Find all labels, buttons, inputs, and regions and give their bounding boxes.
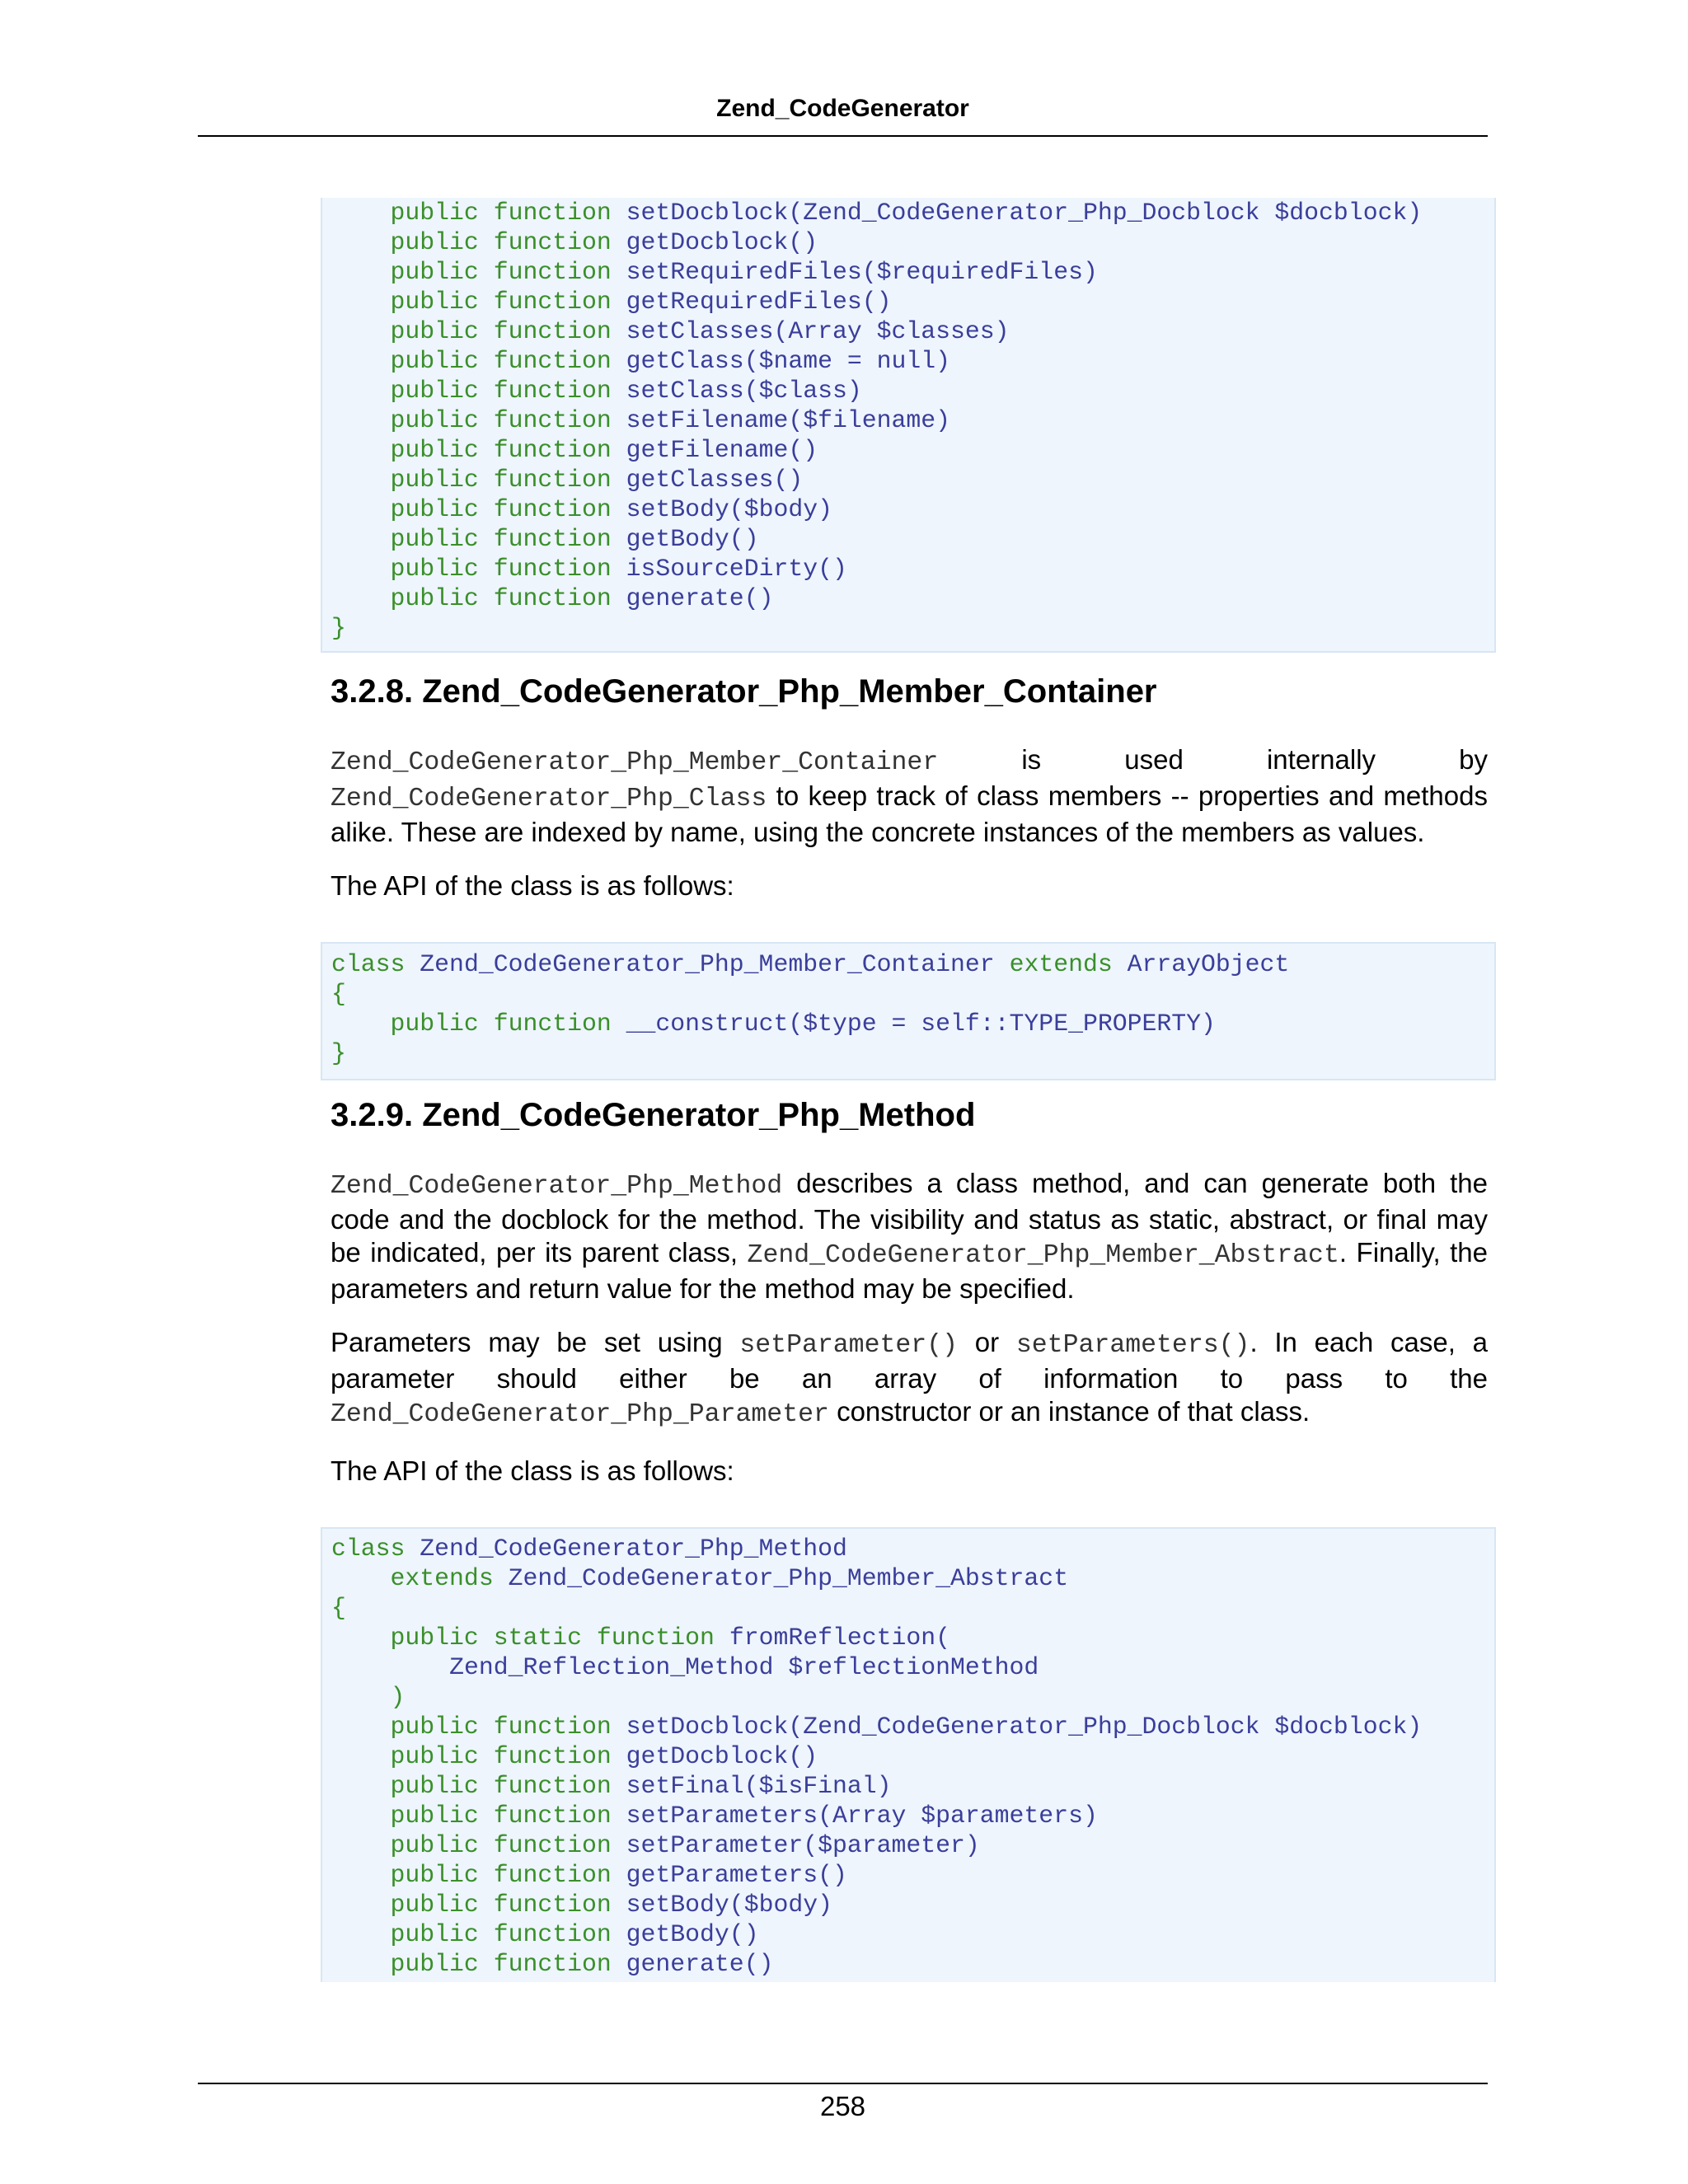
code-line (331, 949, 1494, 979)
inline-code: Zend_CodeGenerator_Php_Member_Container (331, 748, 939, 777)
code-identifier: Zend_CodeGenerator_Php_Method (420, 1535, 847, 1563)
code-identifier: ArrayObject (1127, 950, 1290, 978)
paragraph-text: constructor or an instance of that class. (828, 1396, 1311, 1427)
code-keyword: public function (390, 288, 612, 316)
code-line (331, 979, 1494, 1009)
code-keyword: public function (390, 525, 612, 553)
code-identifier: setDocblock(Zend_CodeGenerator_Php_Docblock $docblock) (626, 1713, 1423, 1741)
code-line (331, 435, 1494, 465)
code-keyword: extends (1009, 950, 1113, 978)
code-line (331, 613, 1494, 643)
code-identifier: Zend_Reflection_Method $reflectionMethod (449, 1653, 1039, 1681)
code-block-file-api-continued (321, 198, 1496, 653)
code-line (331, 1771, 1494, 1801)
code-line (331, 316, 1494, 346)
footer-rule (198, 2083, 1488, 2084)
header-rule (198, 135, 1488, 137)
code-line (331, 1038, 1494, 1068)
php-method-description (331, 1167, 1488, 1305)
paragraph-text: or (958, 1327, 1016, 1357)
code-keyword: { (331, 1594, 346, 1622)
code-keyword: public function (390, 406, 612, 434)
code-line (331, 583, 1494, 613)
code-keyword: } (331, 1039, 346, 1067)
code-line (331, 405, 1494, 435)
code-identifier: generate() (626, 1950, 774, 1978)
code-identifier: getBody() (626, 525, 759, 553)
code-line (331, 1682, 1494, 1712)
php-method-api-intro: The API of the class is as follows: (331, 1455, 734, 1486)
code-line (331, 227, 1494, 257)
code-keyword: public function (390, 347, 612, 375)
member-container-description (331, 743, 1488, 849)
code-identifier: fromReflection( (729, 1624, 951, 1652)
code-identifier: setParameter($parameter) (626, 1831, 980, 1859)
code-keyword: public function (390, 1831, 612, 1859)
inline-code: Zend_CodeGenerator_Php_Method (331, 1172, 783, 1201)
code-block-php-method-api (321, 1527, 1496, 1982)
paragraph-text: to keep track of class members -- properties and methods alike. These are indexed by name, using the concrete instances of the members as values. (331, 780, 1488, 847)
code-line (331, 1652, 1494, 1682)
code-identifier: getRequiredFiles() (626, 288, 892, 316)
code-keyword: public function (390, 495, 612, 523)
section-heading-php-method: 3.2.9. Zend_CodeGenerator_Php_Method (331, 1097, 976, 1133)
code-keyword: public function (390, 1802, 612, 1830)
code-block-member-container-api (321, 942, 1496, 1080)
code-keyword: public function (390, 317, 612, 345)
member-container-api-intro: The API of the class is as follows: (331, 870, 734, 901)
inline-code: Zend_CodeGenerator_Php_Parameter (331, 1400, 829, 1429)
inline-code: Zend_CodeGenerator_Php_Class (331, 785, 767, 813)
code-keyword: public function (390, 555, 612, 583)
inline-code: setParameters() (1015, 1331, 1250, 1360)
code-line (331, 1890, 1494, 1919)
code-identifier: setBody($body) (626, 495, 832, 523)
code-keyword: public function (390, 1010, 612, 1038)
code-identifier: setBody($body) (626, 1891, 832, 1919)
code-identifier: getDocblock() (626, 228, 818, 256)
code-line (331, 1534, 1494, 1563)
code-line (331, 1830, 1494, 1860)
code-line (331, 494, 1494, 524)
paragraph-text: . Finally, the parameters and return value for the method may be specified. (331, 1237, 1488, 1304)
code-identifier: generate() (626, 584, 774, 612)
code-keyword: { (331, 980, 346, 1008)
code-keyword: public function (390, 436, 612, 464)
code-keyword: public function (390, 377, 612, 405)
code-keyword: public function (390, 1742, 612, 1770)
code-identifier: setRequiredFiles($requiredFiles) (626, 258, 1098, 286)
code-keyword: public function (390, 1920, 612, 1948)
code-keyword: public function (390, 228, 612, 256)
paragraph-text: . In each case, a parameter should either be an array of information to pass to the (331, 1327, 1488, 1394)
code-line (331, 1623, 1494, 1652)
code-keyword: public function (390, 1891, 612, 1919)
code-keyword: ) (390, 1683, 406, 1711)
code-identifier: setDocblock(Zend_CodeGenerator_Php_Docblock $docblock) (626, 199, 1423, 227)
code-line (331, 1712, 1494, 1741)
code-identifier: getFilename() (626, 436, 818, 464)
code-keyword: public function (390, 258, 612, 286)
code-keyword: public function (390, 1950, 612, 1978)
code-identifier: getClasses() (626, 466, 804, 494)
code-line (331, 257, 1494, 287)
code-line (331, 1860, 1494, 1890)
code-keyword: extends (390, 1564, 494, 1592)
code-keyword: public function (390, 466, 612, 494)
code-keyword: class (331, 1535, 406, 1563)
code-identifier: setClass($class) (626, 377, 862, 405)
running-header: Zend_CodeGenerator (716, 95, 969, 122)
code-identifier: getParameters() (626, 1861, 847, 1889)
code-line (331, 1741, 1494, 1771)
code-identifier: Zend_CodeGenerator_Php_Member_Abstract (508, 1564, 1069, 1592)
code-line (331, 287, 1494, 316)
code-keyword: public static function (390, 1624, 715, 1652)
code-identifier: setFilename($filename) (626, 406, 951, 434)
code-line (331, 346, 1494, 376)
code-identifier: setFinal($isFinal) (626, 1772, 892, 1800)
paragraph-text: is used internally by (938, 744, 1488, 775)
code-line (331, 1919, 1494, 1949)
section-heading-member-container: 3.2.8. Zend_CodeGenerator_Php_Member_Container (331, 673, 1157, 710)
paragraph-text: describes a class method, and can generate both the code and the docblock for the method. The visibility and status as static, abstract, or final may be indicated, per its parent class, (331, 1168, 1488, 1268)
code-line (331, 376, 1494, 405)
code-identifier: getClass($name = null) (626, 347, 951, 375)
code-identifier: setParameters(Array $parameters) (626, 1802, 1098, 1830)
code-keyword: public function (390, 199, 612, 227)
code-keyword: public function (390, 1713, 612, 1741)
code-identifier: getDocblock() (626, 1742, 818, 1770)
page-number: 258 (819, 2091, 866, 2121)
code-line (331, 198, 1494, 227)
code-line (331, 1009, 1494, 1038)
code-line (331, 1801, 1494, 1830)
code-keyword: public function (390, 1772, 612, 1800)
code-line (331, 1949, 1494, 1979)
code-keyword: public function (390, 1861, 612, 1889)
code-line (331, 524, 1494, 554)
paragraph-text: Parameters may be set using (331, 1327, 740, 1357)
code-line (331, 1593, 1494, 1623)
code-line (331, 465, 1494, 494)
code-identifier: __construct($type = self::TYPE_PROPERTY) (626, 1010, 1216, 1038)
code-identifier: Zend_CodeGenerator_Php_Member_Container (420, 950, 995, 978)
code-identifier: setClasses(Array $classes) (626, 317, 1010, 345)
inline-code: Zend_CodeGenerator_Php_Member_Abstract (747, 1241, 1339, 1270)
code-keyword: } (331, 614, 346, 642)
code-identifier: getBody() (626, 1920, 759, 1948)
php-method-parameters-description (331, 1326, 1488, 1432)
code-keyword: public function (390, 584, 612, 612)
code-identifier: isSourceDirty() (626, 555, 847, 583)
code-keyword: class (331, 950, 406, 978)
code-line (331, 554, 1494, 583)
code-line (331, 1563, 1494, 1593)
inline-code: setParameter() (739, 1331, 959, 1360)
